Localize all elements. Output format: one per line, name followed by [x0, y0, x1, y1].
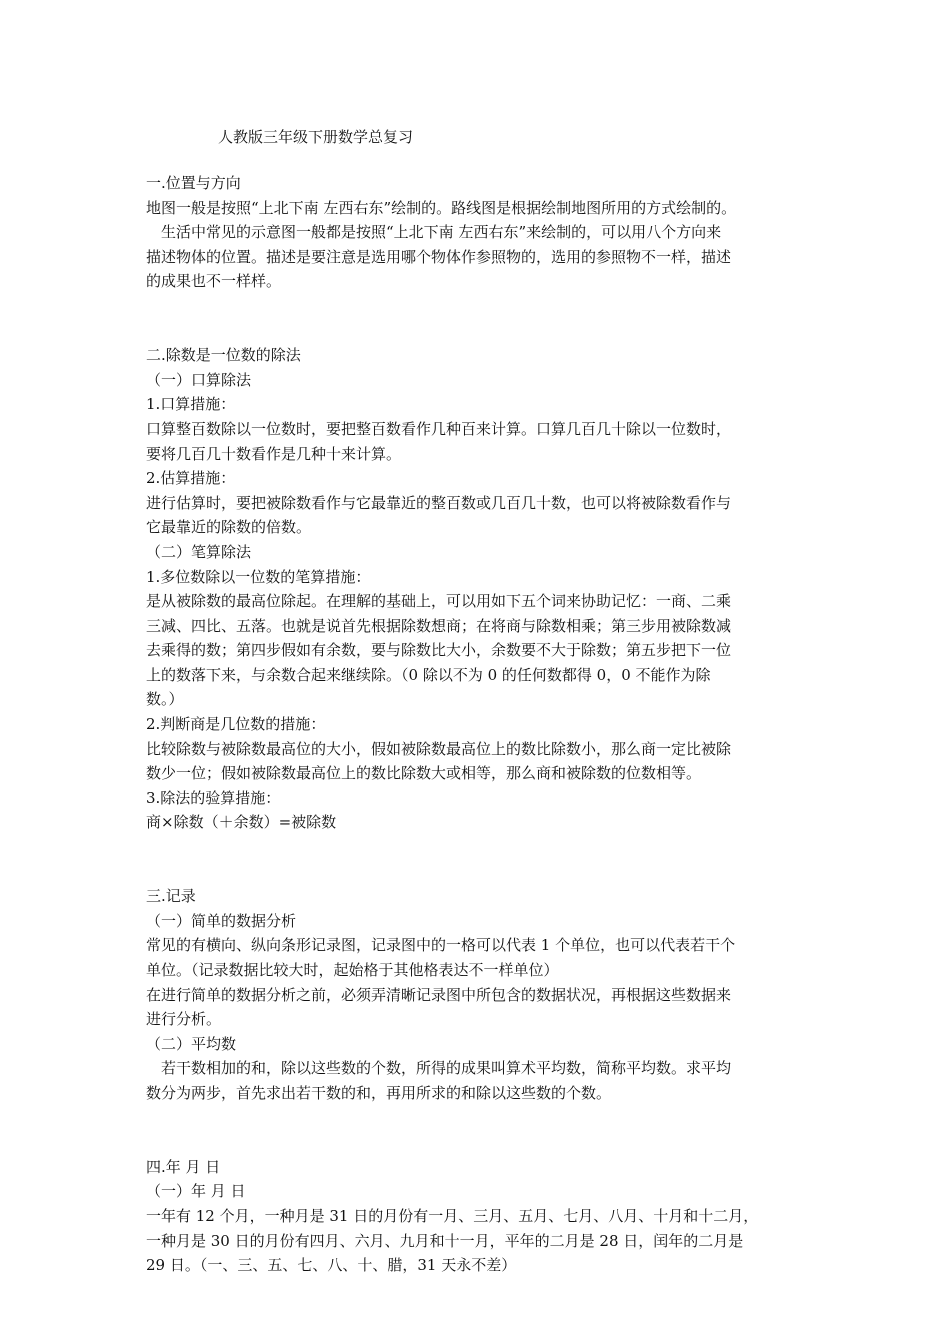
subsection-heading: （一）年 月 日 — [146, 1182, 246, 1201]
section-heading: 三.记录 — [146, 887, 196, 906]
section-year-month-day — [146, 1155, 818, 1278]
section-heading: 一.位置与方向 — [146, 174, 241, 192]
subsection-heading: （二）笔算除法 — [146, 542, 252, 561]
paragraph-line: 口算整百数除以一位数时，要把整百数看作几种百来计算。口算几百几十除以一位数时， — [146, 419, 732, 438]
paragraph-line: 在进行简单的数据分析之前，必须弄清晰记录图中所包含的数据状况，再根据这些数据来 — [146, 985, 732, 1004]
paragraph-line: 一年有 12 个月，一种月是 31 日的月份有一月、三月、五月、七月、八月、十月和十二月， — [146, 1206, 759, 1225]
paragraph-line: 若干数相加的和，除以这些数的个数，所得的成果叫算术平均数，简称平均数。求平均 — [146, 1059, 732, 1078]
paragraph-line: 地图一般是按照“上北下南 左西右东”绘制的。路线图是根据绘制地图所用的方式绘制的。 — [146, 198, 737, 217]
paragraph-line: 比较除数与被除数最高位的大小，假如被除数最高位上的数比除数小，那么商一定比被除 — [146, 739, 732, 758]
formula-line: 商×除数（＋余数）=被除数 — [146, 813, 337, 832]
section-spacer — [146, 319, 818, 344]
item-heading: 2.判断商是几位数的措施： — [146, 715, 326, 734]
subsection-heading: （二）平均数 — [146, 1034, 237, 1053]
paragraph-line: 常见的有横向、纵向条形记录图，记录图中的一格可以代表 1 个单位，也可以代表若干个 — [146, 936, 736, 955]
item-heading: 1.多位数除以一位数的笔算措施： — [146, 567, 371, 586]
item-heading: 1.口算措施： — [146, 395, 236, 414]
paragraph-line: 去乘得的数；第四步假如有余数，要与除数比大小，余数要不大于除数；第五步把下一位 — [146, 641, 732, 660]
paragraph-line: 生活中常见的示意图一般都是按照“上北下南 左西右东”来绘制的，可以用八个方向来 — [146, 223, 722, 242]
paragraph-line: 是从被除数的最高位除起。在理解的基础上，可以用如下五个词来协助记忆：一商、二乘 — [146, 592, 732, 611]
section-spacer — [146, 1130, 818, 1155]
section-statistics — [146, 884, 818, 1105]
section-spacer — [146, 294, 818, 319]
paragraph-line: 进行分析。 — [146, 1010, 222, 1029]
paragraph-line: 描述物体的位置。描述是要注意是选用哪个物体作参照物的，选用的参照物不一样，描述 — [146, 247, 732, 266]
paragraph-line: 数分为两步，首先求出若干数的和，再用所求的和除以这些数的个数。 — [146, 1083, 612, 1102]
paragraph-line: 要将几百几十数看作是几种十来计算。 — [146, 444, 402, 463]
paragraph-line: 它最靠近的除数的倍数。 — [146, 518, 312, 537]
item-heading: 2.估算措施： — [146, 469, 236, 488]
section-heading: 四.年 月 日 — [146, 1157, 221, 1176]
section-division — [146, 343, 818, 835]
subsection-heading: （一）口算除法 — [146, 370, 252, 389]
paragraph-line: 一种月是 30 日的月份有四月、六月、九月和十一月，平年的二月是 28 日，闰年的二月是 — [146, 1231, 744, 1250]
item-heading: 3.除法的验算措施： — [146, 788, 281, 807]
section-spacer — [146, 835, 818, 860]
paragraph-line: 的成果也不一样样。 — [146, 272, 282, 291]
section-heading: 二.除数是一位数的除法 — [146, 346, 301, 365]
paragraph-line: 三减、四比、五落。也就是说首先根据除数想商；在将商与除数相乘；第三步用被除数减 — [146, 616, 732, 635]
paragraph-line: 数少一位；假如被除数最高位上的数比除数大或相等，那么商和被除数的位数相等。 — [146, 764, 702, 783]
paragraph-line: 进行估算时，要把被除数看作与它最靠近的整百数或几百几十数，也可以将被除数看作与 — [146, 493, 732, 512]
section-spacer — [146, 860, 818, 885]
paragraph-line: 单位。（记录数据比较大时，起始格于其他格表达不一样单位） — [146, 961, 559, 979]
paragraph-line: 29 日。（一、三、五、七、八、十、腊，31 天永不差） — [146, 1256, 517, 1275]
section-position-direction — [146, 171, 818, 294]
document-title: 人教版三年级下册数学总复习 — [218, 128, 414, 146]
subsection-heading: （一）简单的数据分析 — [146, 911, 297, 930]
paragraph-line: 数。） — [146, 690, 184, 709]
paragraph-line: 上的数落下来，与余数合起来继续除。（0 除以不为 0 的任何数都得 0，0 不能作为除 — [146, 665, 711, 684]
document-body — [146, 171, 818, 1278]
section-spacer — [146, 1106, 818, 1131]
